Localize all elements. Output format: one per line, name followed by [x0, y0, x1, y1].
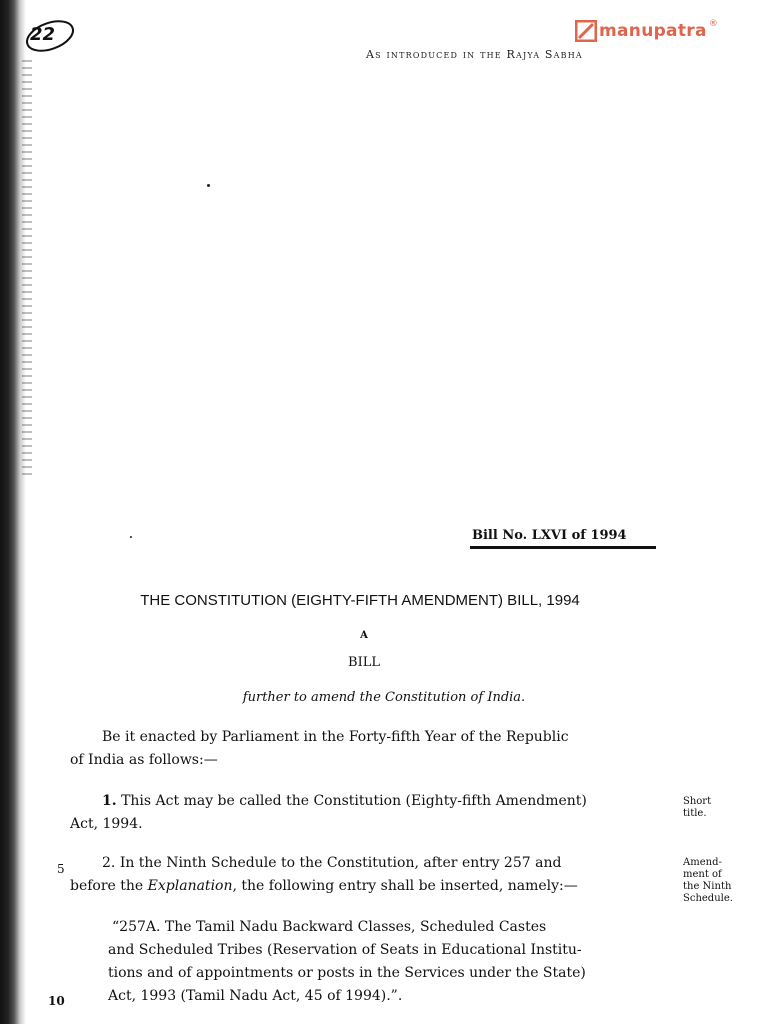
margin-note-short-title — [683, 796, 711, 820]
manupatra-logo-icon — [575, 20, 597, 42]
stamp-number: 22 — [30, 24, 56, 45]
section-text: before the — [70, 878, 148, 894]
section-2-line — [70, 852, 670, 875]
inserted-entry — [108, 916, 668, 1008]
section-text-emphasis: Explanation — [147, 878, 233, 894]
speck — [207, 184, 210, 187]
entry-line: tions and of appointments or posts in the Services under the State) — [108, 965, 586, 981]
article-a: A — [360, 630, 368, 641]
speck — [130, 536, 132, 538]
margin-note-line: Short — [683, 796, 712, 807]
bill-title: THE CONSTITUTION (EIGHTY-FIFTH AMENDMENT) BILL, 1994 — [140, 592, 580, 609]
entry-line: “257A. The Tamil Nadu Backward Classes, Scheduled Castes — [112, 919, 547, 935]
line-number-5: 5 — [57, 862, 65, 876]
line-number-10: 10 — [48, 994, 65, 1008]
entry-line: and Scheduled Tribes (Reservation of Seats in Educational Institu- — [108, 942, 582, 958]
section-text: In the Ninth Schedule to the Constitution, after entry 257 and — [119, 855, 562, 871]
section-1-line: Act, 1994. — [70, 816, 143, 832]
section-1-line — [70, 790, 670, 813]
section-number: 1. — [102, 793, 117, 809]
logo-registered-mark: ® — [708, 19, 718, 29]
enacting-line: Be it enacted by Parliament in the Forty-fifth Year of the Republic — [102, 729, 569, 745]
section-2-line — [70, 875, 670, 898]
section-2 — [70, 852, 670, 898]
introduced-note: As introduced in the Rajya Sabha — [366, 48, 583, 61]
margin-note-line: Amend- — [683, 857, 722, 868]
section-1 — [70, 790, 670, 836]
scan-artifact — [22, 60, 32, 480]
margin-note-amendment — [683, 857, 733, 905]
long-title: further to amend the Constitution of India. — [242, 690, 526, 705]
margin-note-line: Schedule. — [683, 893, 733, 904]
enacting-line: of India as follows:— — [70, 752, 218, 768]
margin-note-line: the Ninth — [683, 881, 732, 892]
bill-number: Bill No. LXVI of 1994 — [472, 528, 627, 543]
margin-note-line: ment of — [683, 869, 722, 880]
section-number: 2. — [102, 855, 116, 871]
entry-line: Act, 1993 (Tamil Nadu Act, 45 of 1994).”. — [108, 988, 403, 1004]
enacting-formula — [70, 726, 670, 772]
bill-number-underline — [470, 546, 656, 549]
section-text: , the following entry shall be inserted, namely:— — [232, 878, 578, 894]
manupatra-logo — [575, 20, 718, 42]
logo-text: manupatra — [599, 21, 707, 41]
section-text: This Act may be called the Constitution (Eighty-fifth Amendment) — [121, 793, 587, 809]
bill-kind: BILL — [348, 655, 380, 670]
margin-note-line: title. — [683, 808, 707, 819]
